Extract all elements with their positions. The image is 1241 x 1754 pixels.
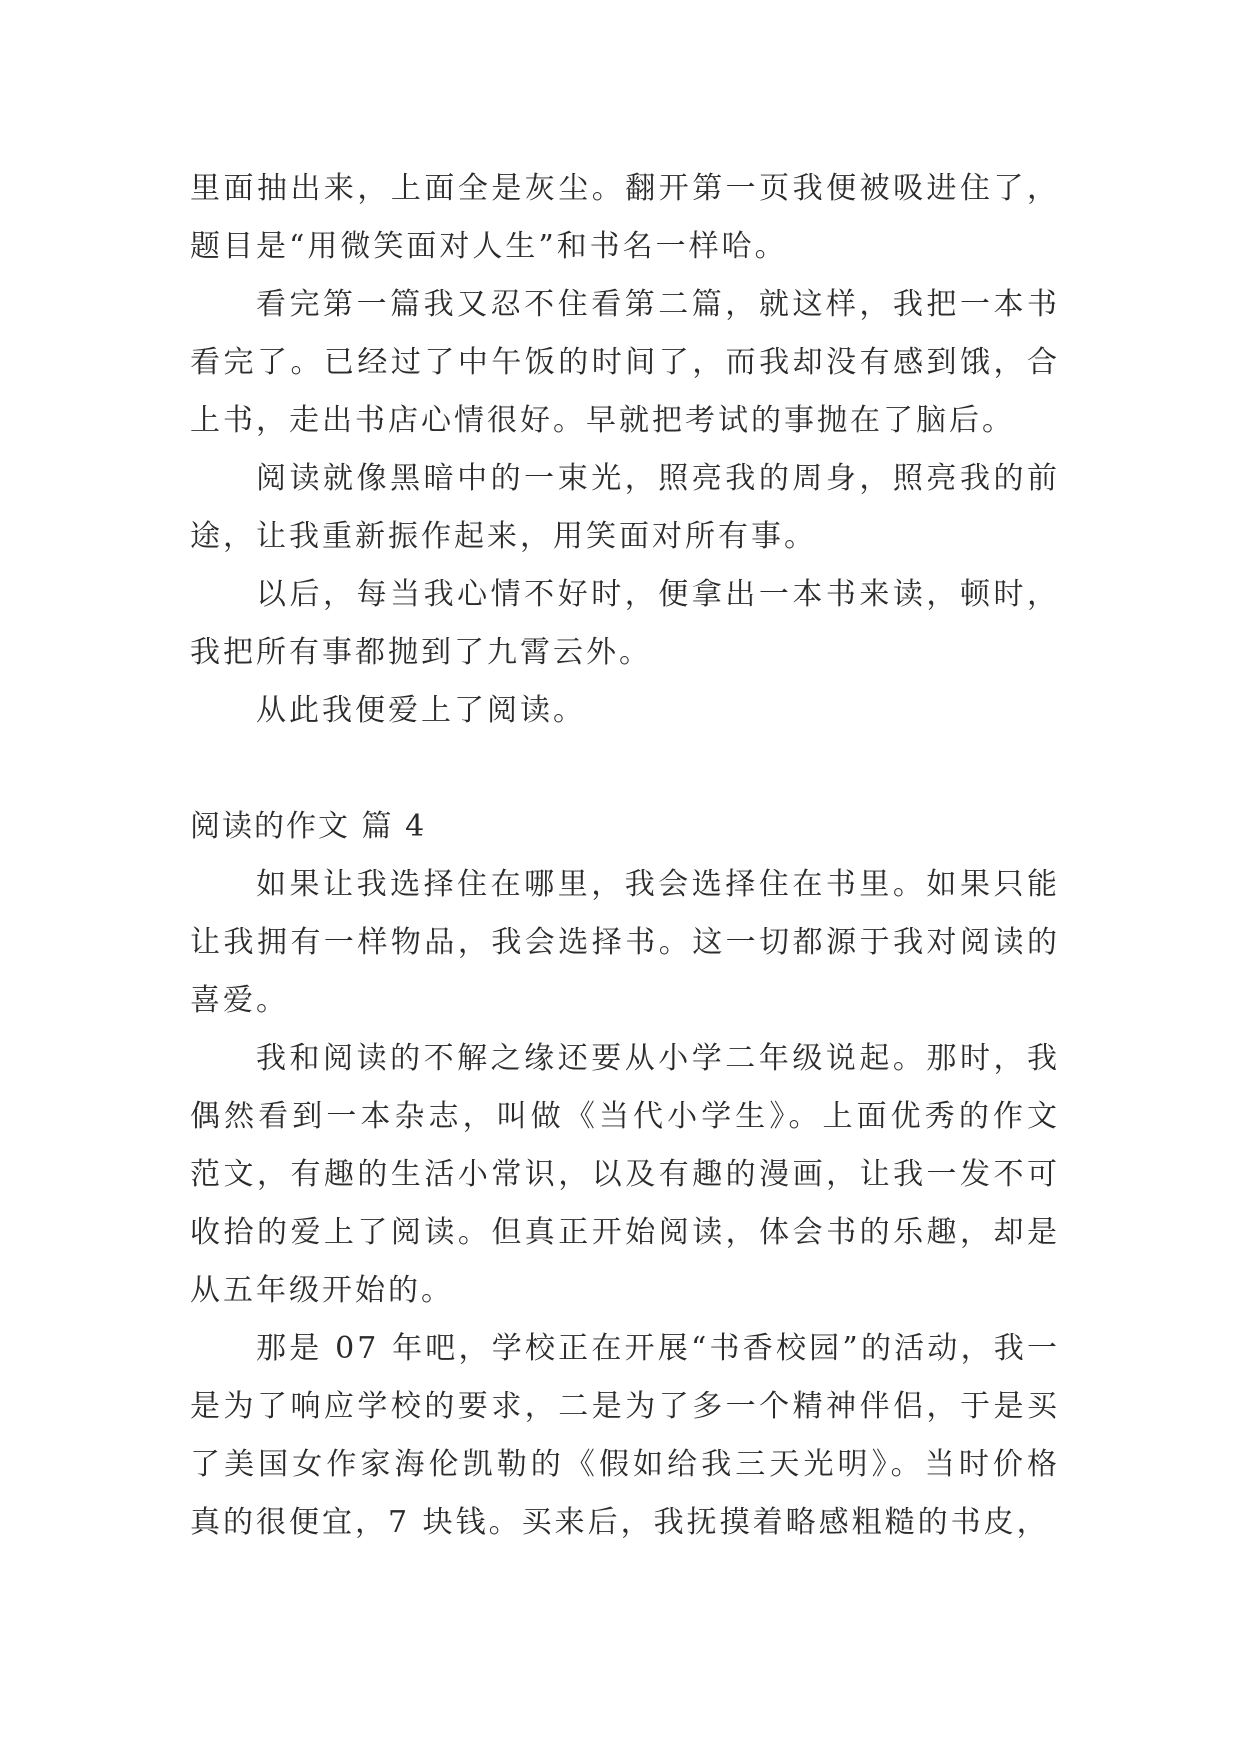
paragraph: 从此我便爱上了阅读。 (256, 693, 586, 728)
paragraph: 看完第一篇我又忍不住看第二篇，就这样，我把一本书看完了。已经过了中午饭的时间了，而我却没有感到饿，合上书，走出书店心情很好。早就把考试的事抛在了脑后。 (190, 287, 1060, 438)
paragraph: 以后，每当我心情不好时，便拿出一本书来读，顿时，我把所有事都抛到了九霄云外。 (190, 577, 1060, 670)
paragraph: 如果让我选择住在哪里，我会选择住在书里。如果只能让我拥有一样物品，我会选择书。这一切都源于我对阅读的喜爱。 (190, 867, 1060, 1018)
continuation-paragraph: 里面抽出来，上面全是灰尘。翻开第一页我便被吸进住了，题目是“用微笑面对人生”和书名一样哈。 (190, 171, 1060, 264)
section-gap (190, 740, 1060, 798)
paragraph: 阅读就像黑暗中的一束光，照亮我的周身，照亮我的前途，让我重新振作起来，用笑面对所有事。 (190, 461, 1060, 554)
paragraph: 那是 07 年吧，学校正在开展“书香校园”的活动，我一是为了响应学校的要求，二是为了多一个精神伴侣，于是买了美国女作家海伦凯勒的《假如给我三天光明》。当时价格真的很便宜，7 块钱。买来后，我抚摸着略感粗糙的书皮， (190, 1331, 1060, 1540)
paragraph: 我和阅读的不解之缘还要从小学二年级说起。那时，我偶然看到一本杂志，叫做《当代小学生》。上面优秀的作文范文，有趣的生活小常识，以及有趣的漫画，让我一发不可收拾的爱上了阅读。但真正开始阅读，体会书的乐趣，却是从五年级开始的。 (190, 1041, 1060, 1308)
document-body (190, 160, 1060, 1552)
section-title: 阅读的作文 篇 4 (190, 809, 427, 844)
